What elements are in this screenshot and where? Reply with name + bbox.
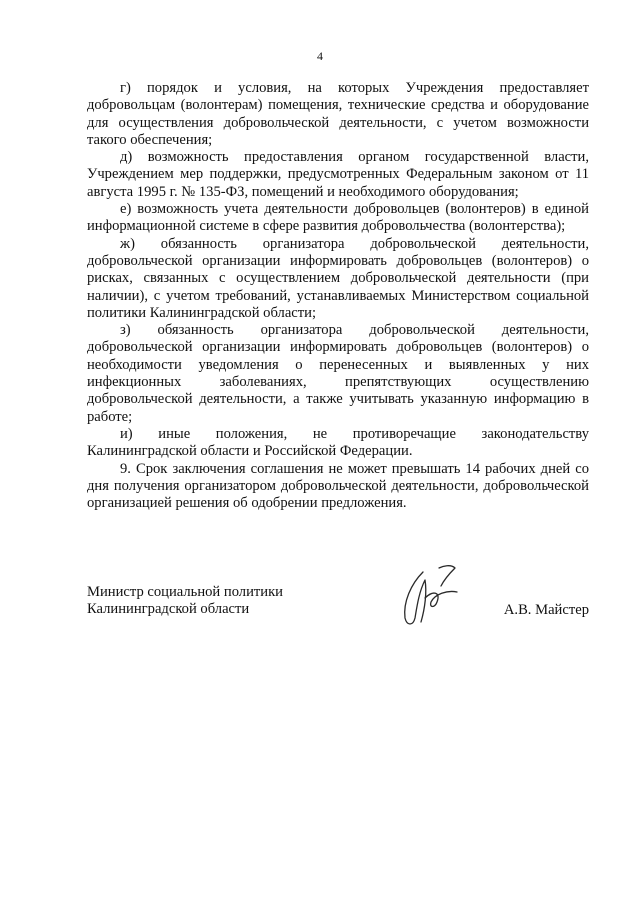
paragraph-e: е) возможность учета деятельности добровольцев (волонтеров) в единой информационной системе в сфере развития добровольчества (волонтерства); bbox=[87, 201, 589, 235]
paragraph-i: и) иные положения, не противоречащие законодательству Калининградской области и Российской Федерации. bbox=[87, 425, 589, 460]
document-body bbox=[87, 80, 589, 512]
paragraph-z: з) обязанность организатора добровольческой деятельности, добровольческой организации информировать добровольцев (волонтеров) о необходимости уведомления о перенесенных и выявленных у них инфекционных заболеваниях, препятствующих осуществлению добровольческой деятельности, а также учитывать указанную информацию в работе; bbox=[87, 322, 589, 425]
page-number: 4 bbox=[317, 49, 323, 63]
paragraph-d: д) возможность предоставления органом государственной власти, Учреждением мер поддержки, предусмотренных Федеральным законом от 11 августа 1995 г. № 135-ФЗ, помещений и необходимого оборудования; bbox=[87, 149, 589, 200]
handwritten-signature bbox=[395, 562, 465, 632]
paragraph-zh: ж) обязанность организатора добровольческой деятельности, добровольческой организации информировать добровольцев (волонтеров) о рисках, связанных с осуществлением добровольческой деятельности (при наличии), с учетом требований, устанавливаемых Министерством социальной политики Калининградской области; bbox=[87, 235, 589, 321]
signatory-title-line2: Калининградской области bbox=[87, 601, 250, 618]
signatory-title-line1: Министр социальной политики bbox=[87, 584, 283, 600]
paragraph-9: 9. Срок заключения соглашения не может превышать 14 рабочих дней со дня получения организатором добровольческой деятельности, добровольческой организацией решения об одобрении предложения. bbox=[87, 460, 589, 512]
signatory-name: А.В. Майстер bbox=[503, 602, 589, 618]
paragraph-g: г) порядок и условия, на которых Учреждения предоставляет добровольцам (волонтерам) помещения, технические средства и оборудование для осуществления добровольческой деятельности, с учетом возможности такого обеспечения; bbox=[87, 80, 589, 148]
signatory-title bbox=[87, 584, 283, 619]
